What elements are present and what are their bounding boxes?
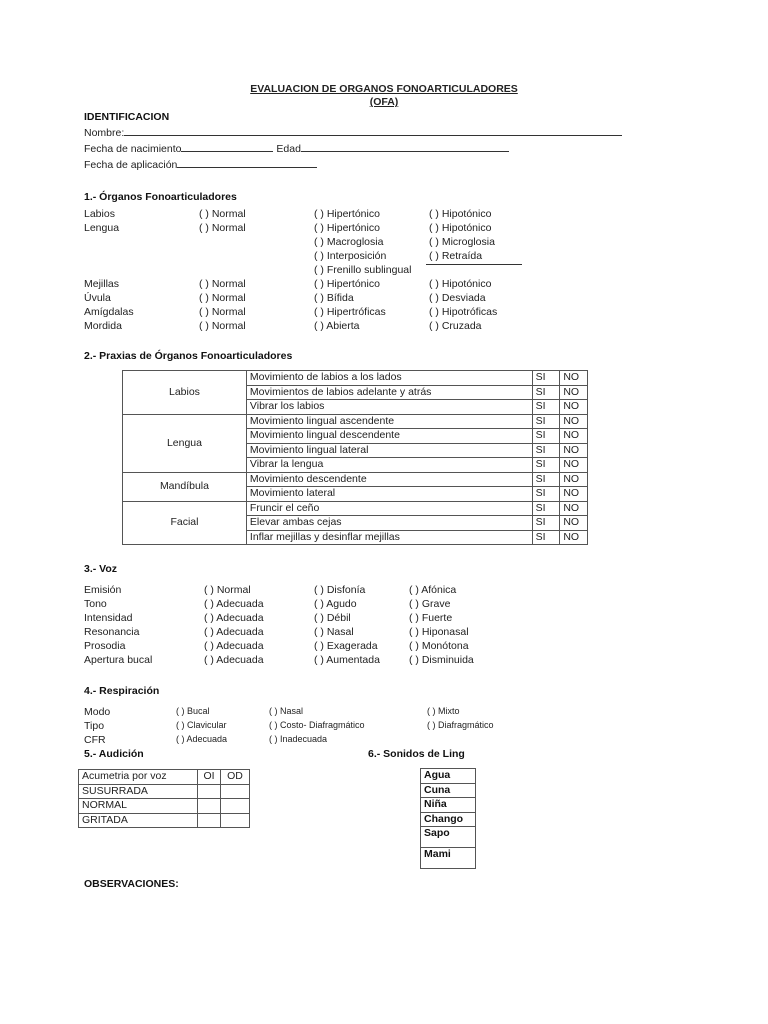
audicion-row-label: SUSURRADA [79,784,198,799]
option-checkbox[interactable]: ( ) Hipertónico [314,278,380,290]
no-option[interactable]: NO [560,385,588,400]
praxias-item: Inflar mejillas y desinflar mejillas [246,530,532,545]
option-checkbox[interactable]: ( ) Aumentada [314,654,380,666]
option-checkbox[interactable]: ( ) Grave [409,598,451,610]
option-checkbox[interactable]: ( ) Abierta [314,320,360,332]
oi-cell[interactable] [198,784,221,799]
option-checkbox[interactable]: ( ) Hipotróficas [429,306,498,318]
option-checkbox[interactable]: ( ) Costo- Diafragmático [269,720,365,730]
praxias-row [123,414,588,429]
audicion-table [78,769,250,828]
praxias-item: Movimientos de labios adelante y atrás [246,385,532,400]
si-option[interactable]: SI [532,414,560,429]
option-checkbox[interactable]: ( ) Monótona [409,640,469,652]
nombre-field[interactable] [84,127,622,139]
option-checkbox[interactable]: ( ) Afónica [409,584,457,596]
option-checkbox[interactable]: ( ) Interposición [314,250,387,262]
praxias-item: Movimiento descendente [246,472,532,487]
si-option[interactable]: SI [532,443,560,458]
option-checkbox[interactable]: ( ) Agudo [314,598,357,610]
praxias-group-label: Facial [123,501,247,545]
option-checkbox[interactable]: ( ) Disfonía [314,584,366,596]
option-checkbox[interactable]: ( ) Adecuada [176,734,228,744]
nombre-line [124,135,622,136]
audicion-row-label: GRITADA [79,813,198,828]
fecha-aplicacion-field[interactable] [84,159,317,171]
praxias-row [123,472,588,487]
voz-label: Tono [84,598,107,610]
option-checkbox[interactable]: ( ) Normal [199,278,246,290]
respiracion-label: Modo [84,706,111,718]
praxias-item: Movimiento lingual descendente [246,429,532,444]
praxias-item: Movimiento lateral [246,487,532,502]
ling-word: Niña [421,798,476,813]
option-checkbox[interactable]: ( ) Disminuida [409,654,474,666]
audicion-row [79,799,250,814]
identificacion-heading: IDENTIFICACION [84,111,170,123]
option-checkbox[interactable]: ( ) Diafragmático [427,720,494,730]
option-checkbox[interactable]: ( ) Exagerada [314,640,378,652]
option-checkbox[interactable]: ( ) Cruzada [429,320,482,332]
option-checkbox[interactable]: ( ) Hipotónico [429,208,492,220]
fecha-aplicacion-line [177,167,317,168]
respiracion-label: Tipo [84,720,105,732]
od-cell[interactable] [221,813,250,828]
voz-label: Prosodia [84,640,126,652]
organ-label: Labios [84,208,115,220]
option-checkbox[interactable]: ( ) Adecuada [204,598,264,610]
section5-heading: 5.- Audición [84,748,144,760]
option-checkbox[interactable]: ( ) Bífida [314,292,354,304]
praxias-group-label: Lengua [123,414,247,472]
si-option[interactable]: SI [532,429,560,444]
no-option[interactable]: NO [560,414,588,429]
observaciones-heading: OBSERVACIONES: [84,878,179,890]
option-checkbox[interactable]: ( ) Inadecuada [269,734,328,744]
praxias-row [123,371,588,386]
organ-label: Amígdalas [84,306,134,318]
respiracion-label: CFR [84,734,106,746]
praxias-item: Movimiento lingual ascendente [246,414,532,429]
od-cell[interactable] [221,799,250,814]
no-option[interactable]: NO [560,429,588,444]
edad-line [301,151,509,152]
option-checkbox[interactable]: ( ) Normal [204,584,251,596]
no-option[interactable]: NO [560,400,588,415]
page-title: EVALUACION DE ORGANOS FONOARTICULADORES [250,83,518,95]
praxias-table [122,370,588,545]
ling-row [421,827,476,848]
praxias-item: Movimiento lingual lateral [246,443,532,458]
no-option[interactable]: NO [560,516,588,531]
oi-cell[interactable] [198,813,221,828]
si-option[interactable]: SI [532,516,560,531]
option-checkbox[interactable]: ( ) Nasal [269,706,304,716]
audicion-header-cell: Acumetria por voz [79,770,198,785]
ling-word: Cuna [421,783,476,798]
no-option[interactable]: NO [560,530,588,545]
option-checkbox[interactable]: ( ) Normal [199,208,246,220]
praxias-item: Fruncir el ceño [246,501,532,516]
option-checkbox[interactable]: ( ) Desviada [429,292,486,304]
si-option[interactable]: SI [532,530,560,545]
option-checkbox[interactable]: ( ) Hiponasal [409,626,469,638]
si-option[interactable]: SI [532,458,560,473]
option-checkbox[interactable]: ( ) Retraída [429,250,483,262]
organ-label: Mordida [84,320,122,332]
option-checkbox[interactable]: ( ) Nasal [314,626,354,638]
audicion-row [79,784,250,799]
praxias-item: Elevar ambas cejas [246,516,532,531]
ling-row [421,769,476,784]
no-option[interactable]: NO [560,487,588,502]
organ-label: Lengua [84,222,120,234]
ling-row [421,798,476,813]
option-checkbox[interactable]: ( ) Adecuada [204,654,264,666]
ling-word: Sapo [421,827,476,848]
od-cell[interactable] [221,784,250,799]
section3-heading: 3.- Voz [84,563,118,575]
section2-heading: 2.- Praxias de Órganos Fonoarticuladores [84,350,293,362]
no-option[interactable]: NO [560,443,588,458]
option-checkbox[interactable]: ( ) Fuerte [409,612,453,624]
praxias-group-label: Labios [123,371,247,415]
voz-label: Intensidad [84,612,133,624]
praxias-item: Movimiento de labios a los lados [246,371,532,386]
oi-cell[interactable] [198,799,221,814]
option-checkbox[interactable]: ( ) Bucal [176,706,210,716]
ling-word: Chango [421,812,476,827]
section4-heading: 4.- Respiración [84,685,160,697]
fecha-nacimiento-field[interactable] [84,143,509,155]
no-option[interactable]: NO [560,371,588,386]
page-subtitle: (OFA) [369,96,399,108]
praxias-item: Vibrar los labios [246,400,532,415]
option-checkbox[interactable]: ( ) Hipotónico [429,278,492,290]
audicion-row-label: NORMAL [79,799,198,814]
praxias-row [123,501,588,516]
ling-word: Mami [421,848,476,869]
option-checkbox[interactable]: ( ) Débil [314,612,351,624]
option-checkbox[interactable]: ( ) Macroglosia [314,236,384,248]
option-checkbox[interactable]: ( ) Hipertónico [314,222,380,234]
voz-label: Emisión [84,584,122,596]
voz-label: Resonancia [84,626,140,638]
fecha-nacimiento-line [181,151,273,152]
option-checkbox[interactable]: ( ) Clavicular [176,720,227,730]
option-checkbox[interactable]: ( ) Normal [199,320,246,332]
edad-label: Edad [276,143,301,155]
option-checkbox[interactable]: ( ) Normal [199,222,246,234]
option-checkbox[interactable]: ( ) Normal [199,292,246,304]
voz-label: Apertura bucal [84,654,153,666]
option-checkbox[interactable]: ( ) Normal [199,306,246,318]
organ-label: Mejillas [84,278,120,290]
frenillo-blank-line [426,264,522,265]
option-checkbox[interactable]: ( ) Frenillo sublingual [314,264,412,276]
section1-heading: 1.- Órganos Fonoarticuladores [84,191,237,203]
ling-row [421,783,476,798]
si-option[interactable]: SI [532,371,560,386]
si-option[interactable]: SI [532,400,560,415]
audicion-header-row [79,770,250,785]
audicion-header-cell: OD [221,770,250,785]
audicion-row [79,813,250,828]
organ-label: Úvula [84,292,111,304]
section6-heading: 6.- Sonidos de Ling [368,748,465,760]
si-option[interactable]: SI [532,501,560,516]
no-option[interactable]: NO [560,501,588,516]
option-checkbox[interactable]: ( ) Microglosia [429,236,495,248]
praxias-item: Vibrar la lengua [246,458,532,473]
no-option[interactable]: NO [560,458,588,473]
ling-row [421,848,476,869]
ling-row [421,812,476,827]
audicion-header-cell: OI [198,770,221,785]
si-option[interactable]: SI [532,472,560,487]
fecha-aplicacion-label: Fecha de aplicación [84,159,178,171]
ling-table [420,768,476,869]
si-option[interactable]: SI [532,487,560,502]
option-checkbox[interactable]: ( ) Adecuada [204,612,264,624]
option-checkbox[interactable]: ( ) Hipertónico [314,208,380,220]
option-checkbox[interactable]: ( ) Hipotónico [429,222,492,234]
ling-word: Agua [421,769,476,784]
option-checkbox[interactable]: ( ) Mixto [427,706,460,716]
no-option[interactable]: NO [560,472,588,487]
option-checkbox[interactable]: ( ) Adecuada [204,640,264,652]
fecha-nacimiento-label: Fecha de nacimiento [84,143,182,155]
nombre-label: Nombre: [84,127,125,139]
option-checkbox[interactable]: ( ) Hipertróficas [314,306,386,318]
option-checkbox[interactable]: ( ) Adecuada [204,626,264,638]
si-option[interactable]: SI [532,385,560,400]
praxias-group-label: Mandíbula [123,472,247,501]
